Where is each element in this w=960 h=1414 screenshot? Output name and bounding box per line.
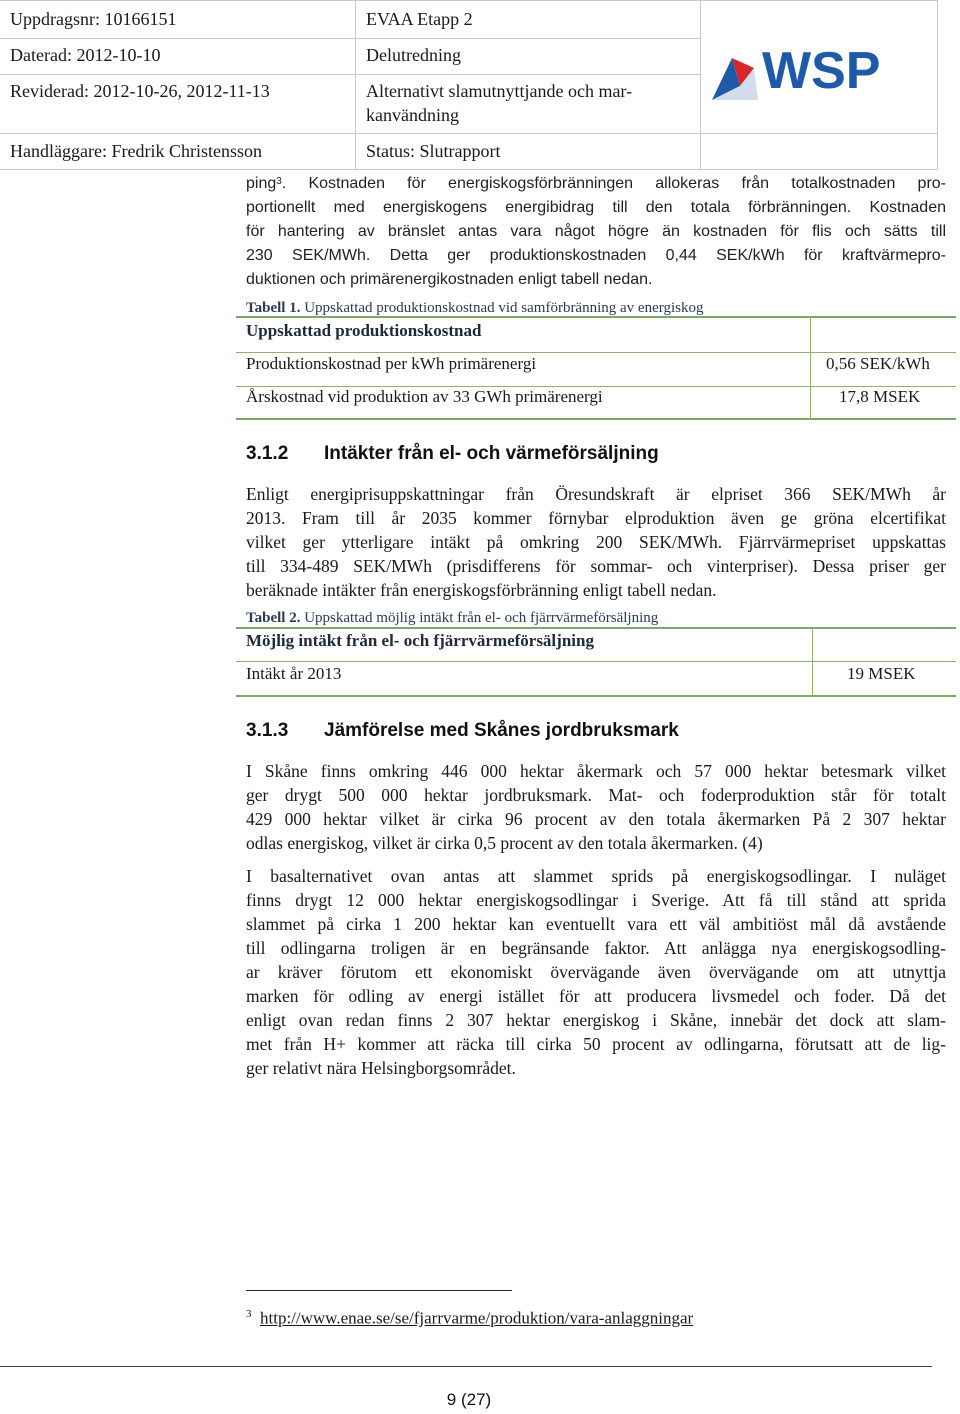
section-313-p2-line-1: I basalternativet ovan antas att slammet sprids på energiskogsodlingar. I nuläget — [246, 866, 946, 886]
svg-text:WSP: WSP — [762, 42, 881, 100]
project-name: EVAA Etapp 2 — [366, 9, 473, 29]
section-313-p1-line-2: ger drygt 500 000 hektar jordbruksmark. Mat- och foderproduktion står för totalt — [246, 785, 946, 805]
section-313-paragraph-2 — [246, 864, 946, 1080]
section-313-p2-line-2: finns drygt 12 000 hektar energiskogsodlingar i Sverige. Att få till stånd att sprida — [246, 890, 946, 910]
section-313-p2-line-3: slammet på cirka 1 200 hektar kan eventuellt vara ett väl ambitiöst mål då avstående — [246, 914, 946, 934]
footnote-link[interactable]: http://www.enae.se/se/fjarrvarme/produktion/vara-anlaggningar — [260, 1308, 694, 1328]
section-313-heading: 3.1.3 Jämförelse med Skånes jordbruksmark — [246, 720, 679, 741]
table2-row1-label: Intäkt år 2013 — [246, 664, 342, 683]
section-313-p2-line-5: ar kräver förutom ett ekonomiskt övervägande även övervägande om att utnyttja — [246, 962, 946, 982]
intro-line-4: 230 SEK/MWh. Detta ger produktionskostnaden 0,44 SEK/kWh för kraftvärmepro- — [246, 247, 946, 264]
section-313-p2-line-6: marken för odling av energi istället för att producera livsmedel och foder. Då det — [246, 986, 946, 1006]
table1-row2-value: 17,8 MSEK — [839, 387, 921, 406]
section-313-p2-line-8: met från H+ kommer att räcka till cirka 50 procent av odlingarna, förutsatt att de lig- — [246, 1034, 946, 1054]
table1-row1-value: 0,56 SEK/kWh — [826, 354, 930, 373]
table1-header: Uppskattad produktionskostnad — [246, 321, 482, 340]
table1 — [236, 316, 956, 420]
document-header — [0, 0, 938, 170]
page-number: 9 (27) — [446, 1390, 492, 1409]
footnote-number: 3 — [246, 1308, 252, 1320]
section-312-paragraph — [246, 482, 946, 602]
section-313-paragraph-1 — [246, 759, 946, 855]
footnote — [246, 1308, 693, 1329]
intro-line-5: duktionen och primärenergikostnaden enligt tabell nedan. — [246, 271, 653, 288]
section-312-line-1: Enligt energiprisuppskattningar från Öresundskraft är elpriset 366 SEK/MWh år — [246, 484, 946, 504]
dated: Daterad: 2012-10-10 — [10, 45, 161, 65]
intro-line-3: för hantering av bränslet antas vara något högre än kostnaden för flis och sätts till — [246, 223, 946, 240]
document-status: Status: Slutrapport — [366, 141, 501, 161]
section-313-p1-line-4: odlas energiskog, vilket är cirka 0,5 procent av den totala åkermarken. (4) — [246, 833, 763, 853]
table1-row2-label: Årskostnad vid produktion av 33 GWh primärenergi — [246, 387, 603, 406]
section-312-line-3: vilket ger ytterligare intäkt på omkring 200 SEK/MWh. Fjärrvärmepriset uppskattas — [246, 532, 946, 552]
table1-row1-label: Produktionskostnad per kWh primärenergi — [246, 354, 537, 373]
table2-header: Möjlig intäkt från el- och fjärrvärmeförsäljning — [246, 631, 594, 650]
table2-row1-value: 19 MSEK — [847, 664, 916, 683]
wsp-logo — [706, 38, 906, 108]
table2 — [236, 627, 956, 697]
intro-line-2: portionellt med energiskogens energibidrag till den totala förbränningen. Kostnaden — [246, 199, 946, 216]
section-312-heading: 3.1.2 Intäkter från el- och värmeförsäljning — [246, 443, 659, 464]
document-subtitle-line2: kanvändning — [366, 105, 459, 125]
intro-line-1: ping$^3$. Kostnaden för energiskogsförbränningen allokeras från totalkostnaden pro- — [246, 175, 946, 192]
section-312-line-2: 2013. Fram till år 2035 kommer förnybar elproduktion även ge gröna elcertifikat — [246, 508, 946, 528]
footnote-separator — [246, 1290, 512, 1291]
case-officer: Handläggare: Fredrik Christensson — [10, 141, 262, 161]
footnote-reference[interactable]: 3 — [276, 176, 282, 187]
footer-separator — [0, 1366, 932, 1367]
section-313-p2-line-7: enligt ovan redan finns 2 307 hektar energiskog i Skåne, innebär det dock att slam- — [246, 1010, 946, 1030]
revised: Reviderad: 2012-10-26, 2012-11-13 — [10, 81, 270, 101]
section-312-line-5: beräknade intäkter från energiskogsförbränning enligt tabell nedan. — [246, 580, 717, 600]
section-313-p1-line-3: 429 000 hektar vilket är cirka 96 procent av den totala åkermarken På 2 307 hektar — [246, 809, 946, 829]
section-313-p1-line-1: I Skåne finns omkring 446 000 hektar åkermark och 57 000 hektar betesmark vilket — [246, 761, 946, 781]
section-313-p2-line-4: till odlingarna troligen är en begränsande faktor. Att anlägga nya energiskogsodling- — [246, 938, 946, 958]
section-312-line-4: till 334-489 SEK/MWh (prisdifferens för sommar- och vinterpriser). Dessa priser ger — [246, 556, 946, 576]
table2-caption: Tabell 2. Uppskattad möjlig intäkt från el- och fjärrvärmeförsäljning — [246, 610, 659, 626]
table1-caption: Tabell 1. Uppskattad produktionskostnad vid samförbränning av energiskog — [246, 300, 704, 316]
assignment-number: Uppdragsnr: 10166151 — [10, 9, 177, 29]
intro-paragraph — [246, 172, 946, 292]
document-subtitle-line1: Alternativt slamutnyttjande och mar- — [366, 81, 633, 101]
section-313-p2-line-9: ger relativt nära Helsingborgsområdet. — [246, 1058, 516, 1078]
document-type: Delutredning — [366, 45, 461, 65]
